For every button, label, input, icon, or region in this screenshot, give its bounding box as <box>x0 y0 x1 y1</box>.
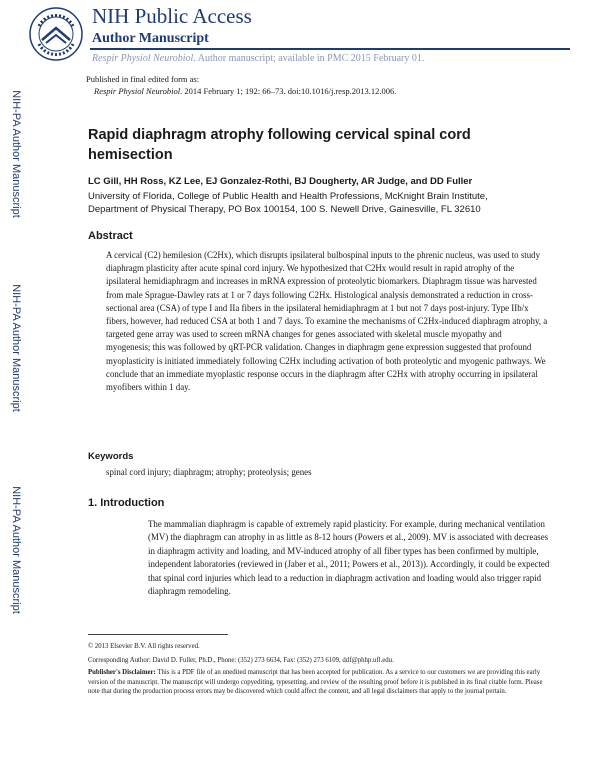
side-watermark <box>8 480 24 620</box>
side-watermark-text: NIH-PA Author Manuscript <box>10 90 22 218</box>
published-as-label: Published in final edited form as: <box>86 74 200 84</box>
side-watermark-text: NIH-PA Author Manuscript <box>10 284 22 412</box>
article-title: Rapid diaphragm atrophy following cervical spinal cord hemisection <box>88 127 471 163</box>
introduction-text: The mammalian diaphragm is capable of extremely rapid plasticity. For example, during mechanical ventilation (MV) the diaphragm can atrophy in as little as 8-12 hours (Powers et al., 2009). MV is associated with decreases in diaphragm activity and loading, and MV-induced atrophy of all fiber types has been confirmed by multiple, independent laboratories (reviewed in (Jaber et al., 2011; Powers et al., 2013)). Accordingly, it could be expected that spinal cord injuries which lead to a reduction in diaphragm activation and loading would also trigger rapid diaphragm remodeling. <box>148 519 550 597</box>
disclaimer-label: Publisher's Disclaimer: <box>88 669 156 676</box>
footnote-divider <box>88 634 228 635</box>
article-authors: LC Gill, HH Ross, KZ Lee, EJ Gonzalez-Rothi, BJ Dougherty, AR Judge, and DD Fuller <box>88 176 473 187</box>
introduction-heading: 1. Introduction <box>88 497 165 509</box>
keywords-heading: Keywords <box>88 451 134 462</box>
side-watermark <box>8 278 24 418</box>
publisher-disclaimer <box>88 668 548 697</box>
header-title: NIH Public Access <box>92 4 252 28</box>
abstract-heading: Abstract <box>88 230 133 242</box>
header-journal-note <box>92 53 424 64</box>
header-journal-name: Respir Physiol Neurobiol <box>92 53 194 64</box>
keywords-text: spinal cord injury; diaphragm; atrophy; proteolysis; genes <box>106 467 312 477</box>
header-divider <box>90 48 570 50</box>
side-watermark <box>8 84 24 224</box>
corresponding-author-note: Corresponding Author: David D. Fuller, Ph.D., Phone: (352) 273 6634, Fax: (352) 273 6109, ddf@phhp.ufl.edu. <box>88 657 394 664</box>
header-journal-availability: . Author manuscript; available in PMC 2015 February 01. <box>193 53 425 64</box>
nih-logo-icon <box>28 6 84 62</box>
header-subtitle: Author Manuscript <box>92 31 209 46</box>
citation-details: . 2014 February 1; 192: 66–73. doi:10.1016/j.resp.2013.12.006. <box>180 86 397 96</box>
citation <box>94 86 396 96</box>
article-affiliation: University of Florida, College of Public Health and Health Professions, McKnight Brain Institute, Department of Physical Therapy, PO Box 100154, 100 S. Newell Drive, Gainesville, FL 32610 <box>88 191 488 215</box>
abstract-text: A cervical (C2) hemilesion (C2Hx), which disrupts ipsilateral bulbospinal inputs to the phrenic nucleus, was used to study diaphragm plasticity after acute spinal cord injury. We hypothesized that C2Hx would result in rapid atrophy of the ipsilateral hemidiaphragm and increases in mRNA expression of proteolytic biomarkers. Diaphragm tissue was harvested from male Sprague-Dawley rats at 1 or 7 days following C2Hx. Histological analysis demonstrated a reduction in cross-sectional area (CSA) of type I and IIa fibers in the ipsilateral hemidiaphragm at 1 but not 7 days post-injury. Type IIb/x fibers, however, had reduced CSA at both 1 and 7 days. To examine the mechanisms of C2Hx-induced diaphragm atrophy, a targeted gene array was used to screen mRNA changes for genes associated with skeletal muscle myopathy and myogenesis; this was followed by qRT-PCR validation. Changes in diaphragm gene expression suggested that profound myoplasticity is initiated immediately following C2Hx including activation of both proteolytic and myogenic pathways. We conclude that an immediate myoplastic response occurs in the diaphragm after C2Hx with atrophy occurring in ipsilateral myofibers within 1 day. <box>106 250 548 393</box>
disclaimer-text: This is a PDF file of an unedited manuscript that has been accepted for publication. As a service to our customers we are providing this early version of the manuscript. The manuscript will undergo copyediting, typesetting, and review of the resulting proof before it is published in its final citable form. Please note that during the production process errors may be discovered which could affect the content, and all legal disclaimers that apply to the journal pertain. <box>88 669 543 696</box>
side-watermark-text: NIH-PA Author Manuscript <box>10 486 22 614</box>
copyright-note: © 2013 Elsevier B.V. All rights reserved. <box>88 643 200 650</box>
citation-journal: Respir Physiol Neurobiol <box>94 86 181 96</box>
